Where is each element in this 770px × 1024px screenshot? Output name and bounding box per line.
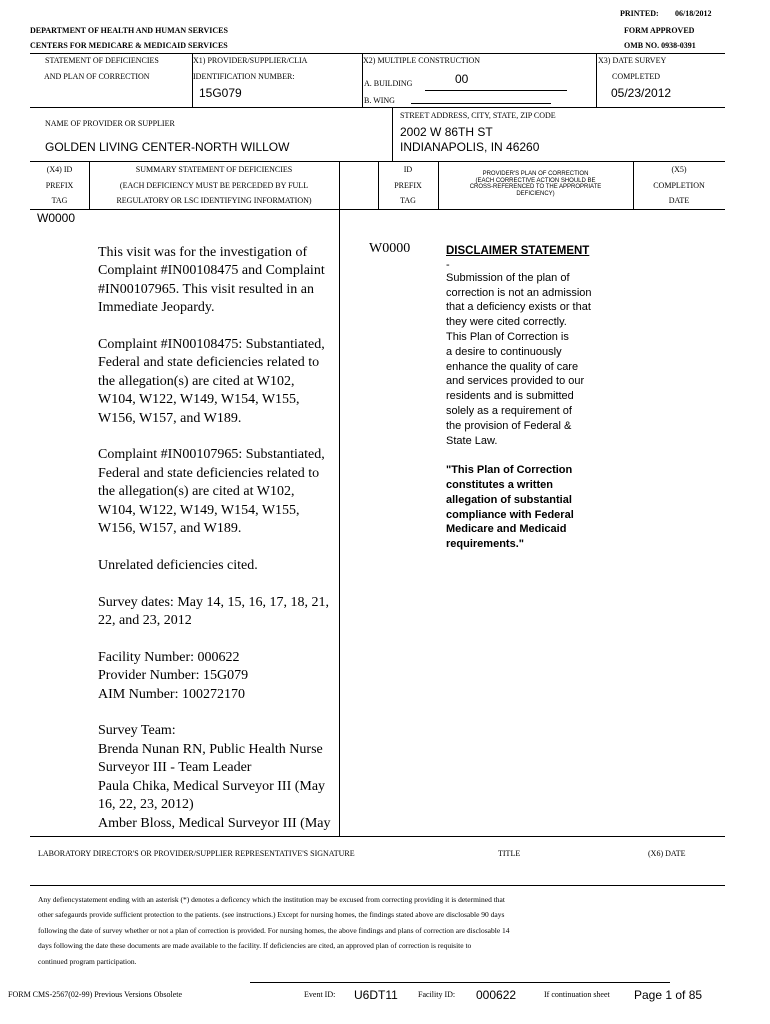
provider-name-label: NAME OF PROVIDER OR SUPPLIER	[45, 119, 175, 128]
summary-statement	[98, 244, 336, 851]
id-header-3: TAG	[400, 196, 416, 205]
summary-paragraph: Unrelated deficiencies cited.	[98, 557, 258, 573]
address-line-2: INDIANAPOLIS, IN 46260	[400, 140, 540, 154]
poc-body: Submission of the plan of correction is not an admission that a deficiency exists or that they were cited correctly. This Plan of Correction is a desire to continuously enhance the quality of care and services provided to our residents and is submitted solely as a requirement of the provision of Federal & State Law.	[446, 271, 592, 447]
wing-label: B. WING	[364, 96, 395, 105]
id-header-1: ID	[403, 165, 413, 174]
rule	[596, 53, 597, 107]
omb-number: OMB NO. 0938-0391	[624, 41, 696, 50]
rule	[250, 982, 670, 983]
poc-header-4: DEFICIENCY)	[516, 190, 555, 197]
summary-paragraph: Survey Team: Brenda Nunan RN, Public Health Nurse Surveyor III - Team Leader Paula Chika, Medical Surveyor III (May 16, 22, 23, 2012) Amber Bloss, Medical Surveyor III (May	[98, 723, 331, 831]
summary-paragraph: This visit was for the investigation of Complaint #IN00108475 and Complaint #IN00107965. This visit resulted in an Immediate Jeopardy.	[98, 245, 325, 316]
poc-dash: -	[446, 258, 450, 271]
rule	[30, 209, 725, 210]
event-id-value: U6DT11	[354, 988, 398, 1002]
agency-line-2: CENTERS FOR MEDICARE & MEDICAID SERVICES	[30, 41, 228, 50]
provider-name-value: GOLDEN LIVING CENTER-NORTH WILLOW	[45, 140, 290, 154]
facility-id-value: 000622	[476, 988, 517, 1002]
x5-header-3: DATE	[668, 196, 690, 205]
statement-label-1: STATEMENT OF DEFICIENCIES	[45, 56, 159, 65]
x1-label: X1) PROVIDER/SUPPLIER/CLIA	[193, 56, 308, 65]
summary-paragraph: Complaint #IN00107965: Substantiated, Federal and state deficiencies related to the allegation(s) are cited at W102, W104, W122, W149, W154, W155, W156, W157, and W189.	[98, 447, 325, 537]
building-value: 00	[455, 72, 469, 86]
agency-line-1: DEPARTMENT OF HEALTH AND HUMAN SERVICES	[30, 26, 228, 35]
rule	[30, 53, 725, 54]
rule	[30, 836, 725, 837]
date-label: (X6) DATE	[648, 849, 686, 858]
form-approved: FORM APPROVED	[624, 26, 695, 35]
summary-header-2: (EACH DEFICIENCY MUST BE PERCEDED BY FULL	[119, 181, 309, 190]
page-number: Page 1 of 85	[634, 988, 703, 1002]
continuation-label: If continuation sheet	[544, 990, 610, 999]
rule	[30, 107, 725, 108]
x3-label-2: COMPLETED	[612, 72, 660, 81]
signature-label: LABORATORY DIRECTOR'S OR PROVIDER/SUPPLIER REPRESENTATIVE'S SIGNATURE	[38, 849, 355, 858]
summary-header-3: REGULATORY OR LSC IDENTIFYING INFORMATION)	[116, 196, 312, 205]
rule	[392, 107, 393, 161]
disclaimer-heading: DISCLAIMER STATEMENT	[446, 245, 590, 257]
poc-header-3: CROSS-REFERENCED TO THE APPROPRIATE	[469, 184, 602, 191]
building-underline	[425, 90, 567, 91]
poc-bold-statement: "This Plan of Correction constitutes a written allegation of substantial compliance with Federal Medicare and Medicaid requirements."	[446, 464, 574, 551]
plan-of-correction	[446, 244, 631, 552]
poc-header-1: PROVIDER'S PLAN OF CORRECTION	[482, 171, 589, 177]
x2-label: X2) MULTIPLE CONSTRUCTION	[363, 56, 481, 65]
summary-paragraph: Complaint #IN00108475: Substantiated, Federal and state deficiencies related to the allegation(s) are cited at W102, W104, W122, W149, W154, W155, W156, W157, and W189.	[98, 337, 325, 426]
provider-id-value: 15G079	[199, 86, 242, 100]
wing-underline	[411, 103, 551, 104]
legal-disclaimer: Any defiencystatement ending with an asterisk (*) denotes a deficency which the institution may be excused from correcting providing it is determined that other safegaurds provide sufficient protection to the patients. (see instructions.) Except for nursing homes, the findings stated above are disclosable 90 days following the date of survey whether or not a plan of correction is provided. For nursing homes, the above findings and plans of correction are disclosable 14 days following the date these documents are made available to the facility. If deficiencies are cited, an approved plan of correction is requisite to continued program participation.	[38, 895, 510, 966]
address-line-1: 2002 W 86TH ST	[400, 125, 493, 139]
x4-header-2: PREFIX	[45, 181, 74, 190]
rule	[30, 885, 725, 886]
summary-paragraph: Facility Number: 000622 Provider Number: 15G079 AIM Number: 100272170	[98, 649, 249, 702]
poc-header	[438, 171, 633, 197]
x5-header-2: COMPLETION	[653, 181, 705, 190]
id-header-2: PREFIX	[394, 181, 422, 190]
x1-label-2: IDENTIFICATION NUMBER:	[193, 72, 295, 81]
x4-header-3: TAG	[51, 196, 68, 205]
event-id-label: Event ID:	[304, 990, 336, 999]
right-tag: W0000	[369, 241, 411, 256]
rule	[339, 161, 340, 836]
poc-header-2: (EACH CORRECTIVE ACTION SHOULD BE	[475, 177, 596, 184]
summary-paragraph: Survey dates: May 14, 15, 16, 17, 18, 21, 22, and 23, 2012	[98, 594, 329, 629]
x4-header-1: (X4) ID	[46, 165, 73, 174]
x5-header-1: (X5)	[671, 165, 687, 174]
left-tag: W0000	[37, 211, 76, 225]
survey-date-value: 05/23/2012	[611, 86, 672, 100]
facility-id-label: Facility ID:	[418, 990, 456, 999]
printed-label: PRINTED:	[620, 9, 659, 18]
statement-label-2: AND PLAN OF CORRECTION	[44, 72, 150, 81]
summary-header-1: SUMMARY STATEMENT OF DEFICIENCIES	[135, 165, 293, 174]
address-label: STREET ADDRESS, CITY, STATE, ZIP CODE	[400, 111, 556, 120]
x3-label: X3) DATE SURVEY	[598, 56, 667, 65]
printed-date: 06/18/2012	[675, 9, 712, 18]
form-number: FORM CMS-2567(02-99) Previous Versions Obsolete	[8, 990, 183, 999]
title-label: TITLE	[498, 849, 521, 858]
building-label: A. BUILDING	[364, 79, 413, 88]
